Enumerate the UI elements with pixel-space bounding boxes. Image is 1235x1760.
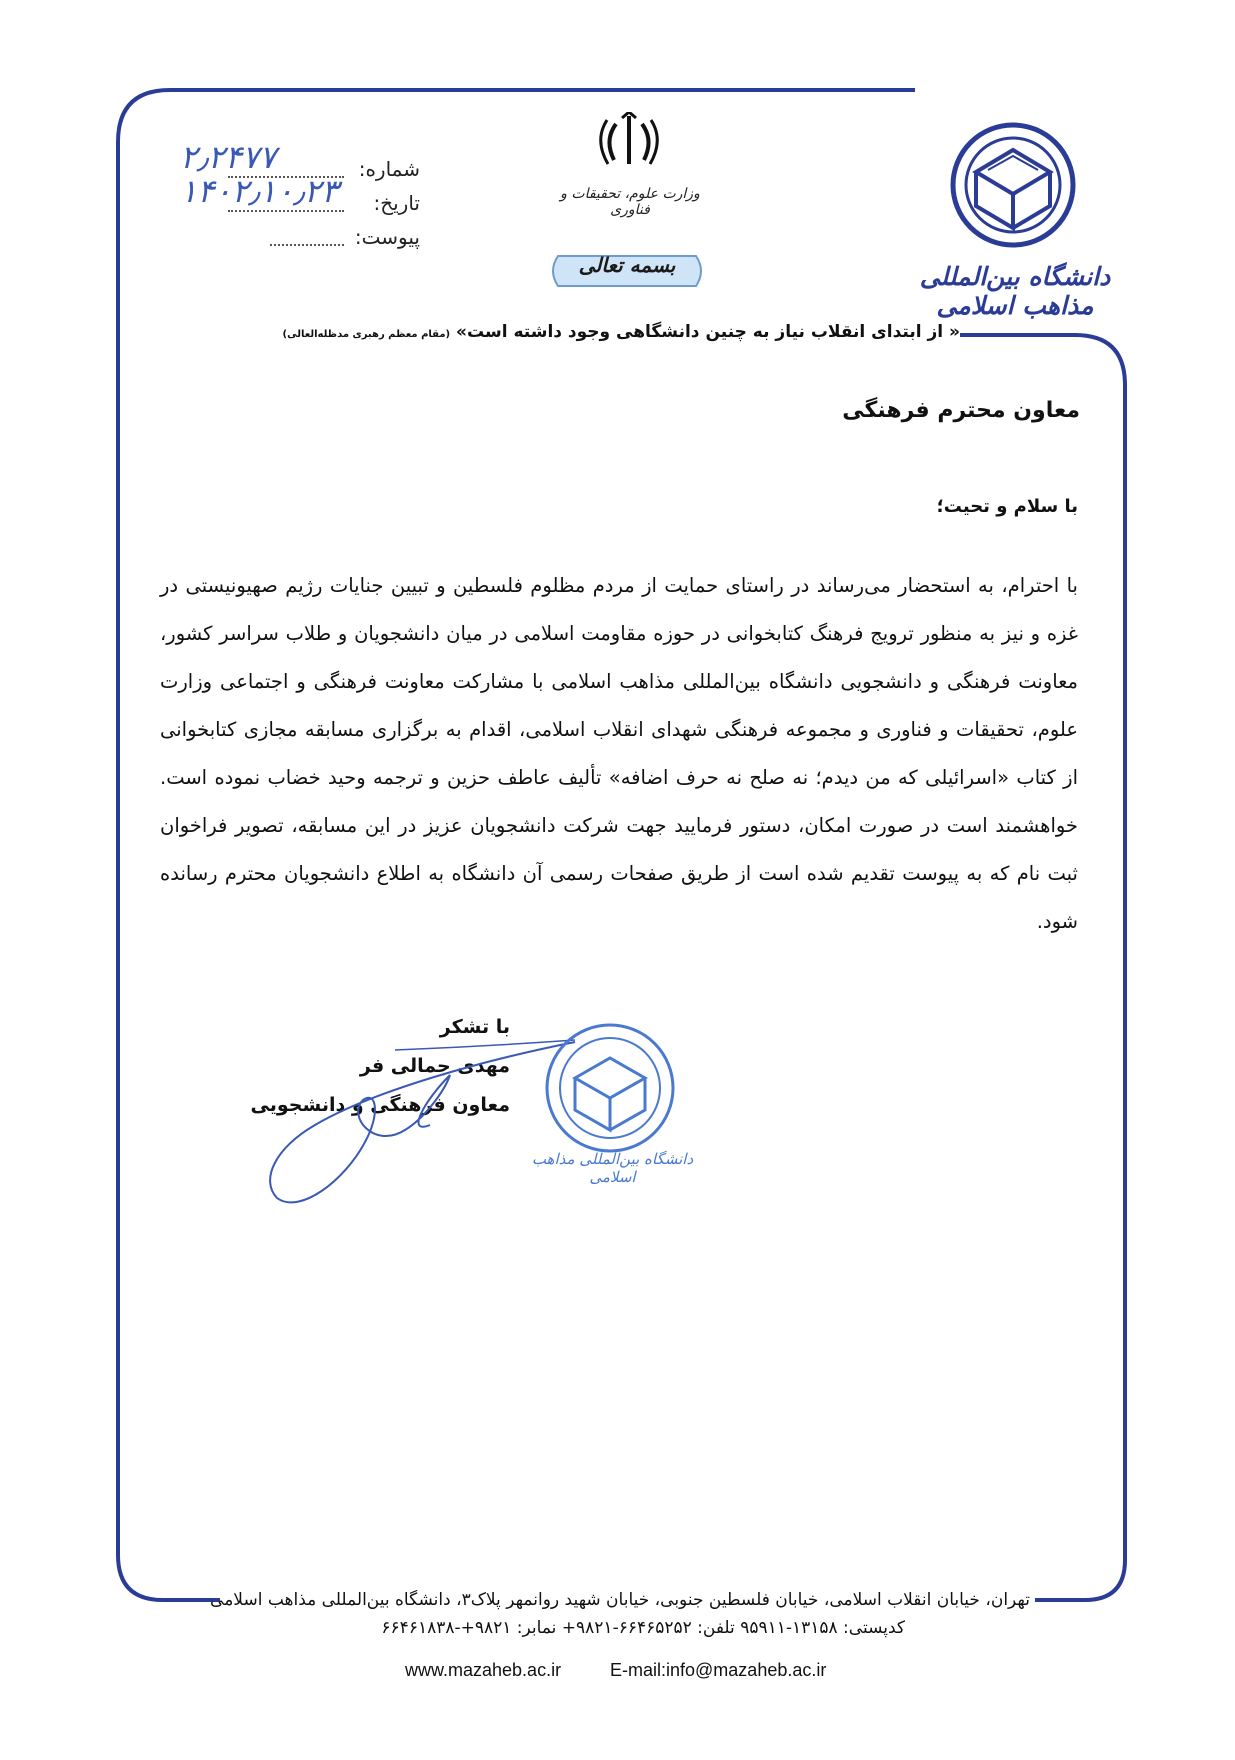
- recipient: معاون محترم فرهنگی: [842, 398, 1080, 423]
- iran-emblem-icon: [598, 112, 660, 168]
- date-dots: [228, 210, 344, 212]
- ministry-name: وزارت علوم، تحقیقات و فناوری: [560, 186, 700, 218]
- university-logo: [948, 120, 1078, 250]
- footer-address: تهران، خیابان انقلاب اسلامی، خیابان فلسطین جنوبی، خیابان شهید روانمهر پلاک۳، دانشگاه بین‌المللی مذاهب اسلامی: [210, 1590, 1030, 1610]
- number-value: ۲٫۲۴۷۷: [180, 138, 277, 176]
- motto: [282, 322, 960, 342]
- motto-credit: (مقام معظم رهبری مدظله‌العالی): [282, 329, 451, 340]
- greeting: با سلام و تحیت؛: [936, 496, 1078, 517]
- footer-website[interactable]: www.mazaheb.ac.ir: [405, 1660, 562, 1680]
- date-label: تاریخ:: [373, 191, 420, 215]
- letter-body: با احترام، به استحضار می‌رساند در راستای حمایت از مردم مظلوم فلسطین و تبیین جنایات رژیم صهیونیستی در غزه و نیز به منظور ترویج فرهنگ کتابخوانی در حوزه مقاومت اسلامی در میان دانشجویان و طلاب سراسر کشور، معاونت فرهنگی و دانشجویی دانشگاه بین‌المللی مذاهب اسلامی با مشارکت معاونت فرهنگی و اجتماعی وزارت علوم، تحقیقات و فناوری و مجموعه فرهنگی شهدای انقلاب اسلامی، اقدام به برگزاری مسابقه مجازی کتابخوانی از کتاب «اسرائیلی که من دیدم؛ نه صلح نه حرف اضافه» تألیف عاطف حزین و ترجمه وحید خضاب نموده است. خواهشمند است در صورت امکان، دستور فرمایید جهت شرکت دانشجویان عزیز در این مسابقه، تصویر فراخوان ثبت نام که به پیوست تقدیم شده است از طریق صفحات رسمی آن دانشگاه به اطلاع دانشجویان محترم رسانده شود.: [160, 574, 1078, 933]
- number-label: شماره:: [358, 157, 420, 181]
- university-name: دانشگاه بین‌المللی مذاهب اسلامی: [919, 262, 1111, 320]
- signer-title: معاون فرهنگی و دانشجویی: [250, 1094, 510, 1116]
- stamp-text: دانشگاه بین‌المللی مذاهب اسلامی: [531, 1150, 694, 1186]
- bismillah: بسمه تعالی: [578, 253, 676, 277]
- attachment-row: [170, 220, 420, 254]
- footer-contact: کدپستی: ۱۳۱۵۸-۹۵۹۱۱ تلفن: ۶۶۴۶۵۲۵۲-۹۸۲۱+ نمابر: ۹۸۲۱+-۶۶۴۶۱۸۳۸: [381, 1618, 905, 1638]
- footer-email[interactable]: E-mail:info@mazaheb.ac.ir: [610, 1660, 827, 1680]
- letter-meta: [170, 138, 420, 254]
- motto-text: « از ابتدای انقلاب نیاز به چنین دانشگاهی وجود داشته است»: [456, 322, 960, 342]
- closing: با تشکر: [439, 1016, 510, 1038]
- attachment-label: پیوست:: [354, 225, 420, 249]
- date-value: ۱۴۰۲٫۱۰٫۲۳: [180, 172, 339, 210]
- date-row: [170, 172, 420, 220]
- attachment-dots: [270, 244, 344, 246]
- signer-name: مهدی جمالی فر: [359, 1055, 510, 1077]
